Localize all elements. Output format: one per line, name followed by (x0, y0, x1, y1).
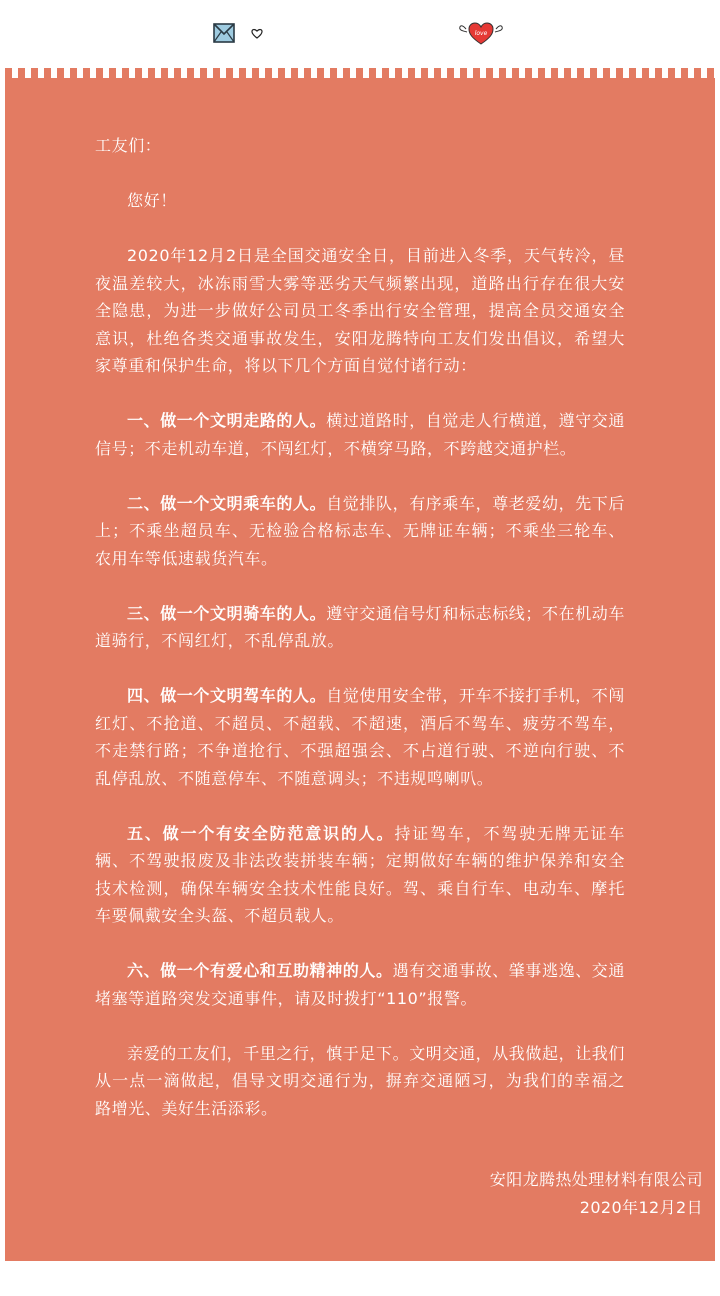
item-body: 持证驾车，不驾驶无牌无证车辆、不驾驶报废及非法改装拼装车辆；定期做好车辆的维护保养和安全技术检测，确保车辆安全技术性能良好。驾、乘自行车、电动车、摩托车要佩戴安全头盔、不超员载人。 (95, 823, 625, 925)
greeting: 工友们： (95, 136, 162, 155)
item-body: 横过道路时，自觉走人行横道，遵守交通信号；不走机动车道，不闯红灯，不横穿马路，不跨越交通护栏。 (95, 411, 626, 458)
intro-paragraph: 2020年12月2日是全国交通安全日，目前进入冬季，天气转冷，昼夜温差较大，冰冻雨雪大雾等恶劣天气频繁出现，道路出行存在很大安全隐患，为进一步做好公司员工冬季出行安全管理，提高全员交通安全意识，杜绝各类交通事故发生，安阳龙腾特向工友们发出倡议，希望大家尊重和保护生命，将以下几个方面自觉付诸行动： (95, 246, 625, 375)
letter-body (95, 132, 625, 1150)
item-6 (95, 957, 625, 1012)
signature-block (490, 1166, 703, 1221)
love-badge-text: love (474, 30, 488, 37)
heart-outline-icon (251, 28, 263, 39)
item-1 (95, 407, 625, 462)
item-body: 自觉使用安全带，开车不接打手机，不闯红灯、不抢道、不超员、不超载、不超速，酒后不驾车、疲劳不驾车，不走禁行路；不争道抢行、不强超强会、不占道行驶、不逆向行驶、不乱停乱放、不随意停车、不随意调头；不违规鸣喇叭。 (95, 686, 626, 788)
header-bar (0, 0, 720, 68)
item-body: 遵守交通信号灯和标志标线；不在机动车道骑行，不闯红灯，不乱停乱放。 (95, 603, 626, 650)
item-title: 六、做一个有爱心和互助精神的人。 (127, 961, 393, 980)
company-name: 安阳龙腾热处理材料有限公司 (489, 1170, 703, 1189)
closing-paragraph: 亲爱的工友们，千里之行，慎于足下。文明交通，从我做起，让我们从一点一滴做起，倡导文明交通行为，摒弃交通陋习，为我们的幸福之路增光、美好生活添彩。 (95, 1043, 626, 1118)
item-title: 二、做一个文明乘车的人。 (127, 493, 327, 513)
item-body: 自觉排队，有序乘车，尊老爱幼，先下后上；不乘坐超员车、无检验合格标志车、无牌证车辆；不乘坐三轮车、农用车等低速载货汽车。 (95, 493, 626, 568)
item-4 (95, 682, 625, 792)
item-body: 遇有交通事故、肇事逃逸、交通堵塞等道路突发交通事件，请及时拨打“110”报警。 (95, 961, 626, 1008)
hello: 您好！ (127, 191, 177, 210)
item-3 (95, 600, 625, 655)
envelope-icon (213, 23, 235, 43)
item-title: 三、做一个文明骑车的人。 (127, 603, 327, 623)
letter-paper (5, 84, 715, 1261)
item-2 (95, 490, 625, 573)
love-heart-icon (458, 20, 504, 46)
letter-date: 2020年12月2日 (579, 1197, 703, 1217)
item-title: 五、做一个有安全防范意识的人。 (127, 823, 395, 843)
item-title: 一、做一个文明走路的人。 (127, 411, 327, 430)
item-title: 四、做一个文明驾车的人。 (127, 686, 327, 705)
item-5 (95, 820, 625, 930)
